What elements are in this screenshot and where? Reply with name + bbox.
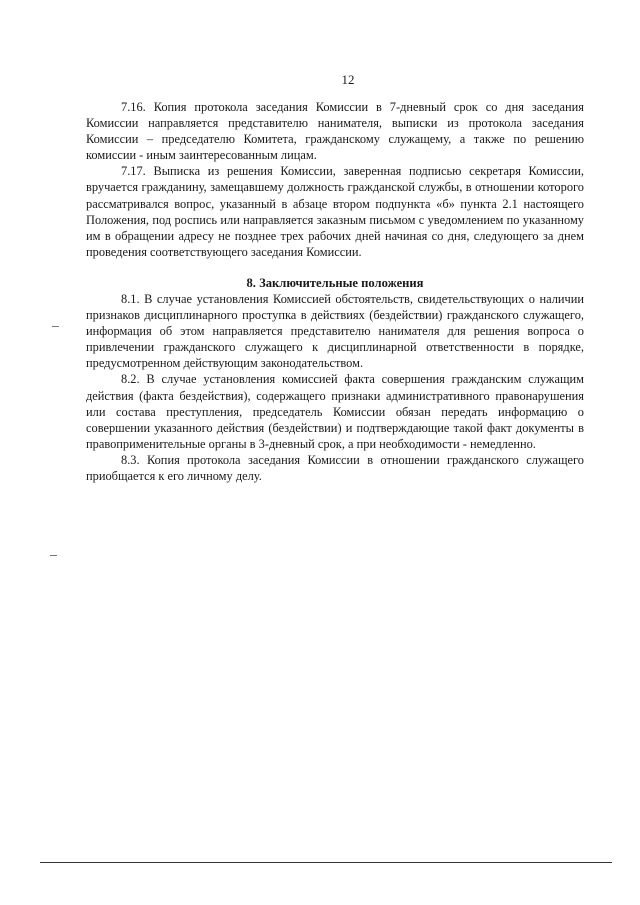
section-heading: 8. Заключительные положения [246,275,424,290]
paragraph-7-16: 7.16. Копия протокола заседания Комиссии в 7-дневный срок со дня заседания Комиссии направляется представителю нанимателя, выписки из протокола заседания Комиссии – председателю Комитета, гражданскому служащему, а также по решению комиссии - иным заинтересованным лицам. [86,100,584,163]
paragraph-8-3: 8.3. Копия протокола заседания Комиссии в отношении гражданского служащего приобщается к его личному делу. [86,452,584,483]
margin-mark [50,555,57,556]
footer-rule [40,862,612,863]
page-number: 12 [341,72,355,87]
document-body [86,99,584,484]
paragraph-8-2: 8.2. В случае установления комиссией факта совершения гражданским служащим действия (факта бездействия), содержащего признаки административного правонарушения или состава преступления, председатель Комиссии обязан передать информацию о совершении указанного действия (бездействии) и подтверждающие такой факт документы в правоприменительные органы в 3-дневный срок, а при необходимости - немедленно. [86,372,584,451]
margin-mark [52,326,59,327]
paragraph-8-1: 8.1. В случае установления Комиссией обстоятельств, свидетельствующих о наличии признаков дисциплинарного проступка в действиях (бездействии) гражданского служащего, информация об этом направляется представителю нанимателя для решения вопроса о привлечении гражданского служащего к дисциплинарной ответственности в порядке, предусмотренном действующим законодательством. [86,291,584,371]
paragraph-7-17: 7.17. Выписка из решения Комиссии, заверенная подписью секретаря Комиссии, вручается гражданину, замещавшему должность гражданской службы, в отношении которого рассматривался вопрос, указанный в абзаце втором подпункта «б» пункта 2.1 настоящего Положения, под роспись или направляется заказным письмом с уведомлением по указанному им в обращении адресу не позднее трех рабочих дней начиная со дня, следующего за днем проведения соответствующего заседания Комиссии. [86,164,584,259]
